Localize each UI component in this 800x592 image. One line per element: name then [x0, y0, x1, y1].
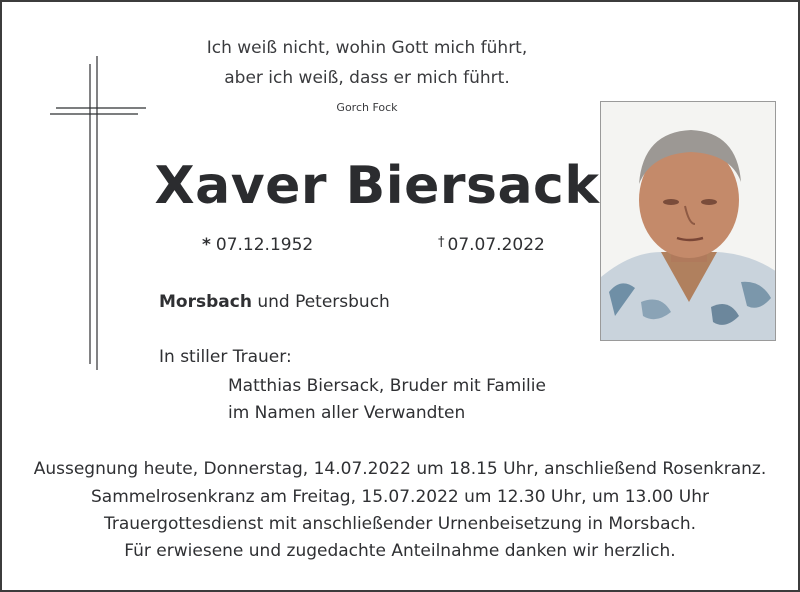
notice-line-1: Aussegnung heute, Donnerstag, 14.07.2022 um 18.15 Uhr, anschließend Rosenkranz. — [33, 459, 767, 479]
quote-line-1: Ich weiß nicht, wohin Gott mich führt, — [206, 38, 528, 58]
quote-line-2: aber ich weiß, dass er mich führt. — [224, 68, 510, 88]
notice-line-4: Für erwiesene und zugedachte Anteilnahme danken wir herzlich. — [124, 541, 676, 561]
death-symbol: † — [438, 235, 445, 250]
place-primary: Morsbach — [159, 292, 252, 312]
notice-line-3: Trauergottesdienst mit anschließender Urnenbeisetzung in Morsbach. — [103, 514, 697, 534]
place-rest: und Petersbuch — [251, 292, 390, 312]
notice-line-2: Sammelrosenkranz am Freitag, 15.07.2022 um 12.30 Uhr, um 13.00 Uhr — [91, 487, 709, 507]
mourners-heading: In stiller Trauer: — [159, 347, 292, 367]
birth-date-line — [202, 235, 313, 255]
death-date-line — [438, 235, 545, 255]
quote-author: Gorch Fock — [336, 101, 398, 114]
birth-symbol: * — [202, 235, 211, 255]
mourner-line-1: Matthias Biersack, Bruder mit Familie — [228, 376, 546, 396]
birth-date: 07.12.1952 — [215, 235, 314, 255]
deceased-name: Xaver Biersack — [154, 156, 600, 216]
place-line — [159, 292, 390, 312]
mourner-line-2: im Namen aller Verwandten — [228, 403, 466, 423]
death-date: 07.07.2022 — [447, 235, 545, 255]
cross-icon — [48, 52, 148, 372]
portrait-photo — [600, 101, 776, 341]
